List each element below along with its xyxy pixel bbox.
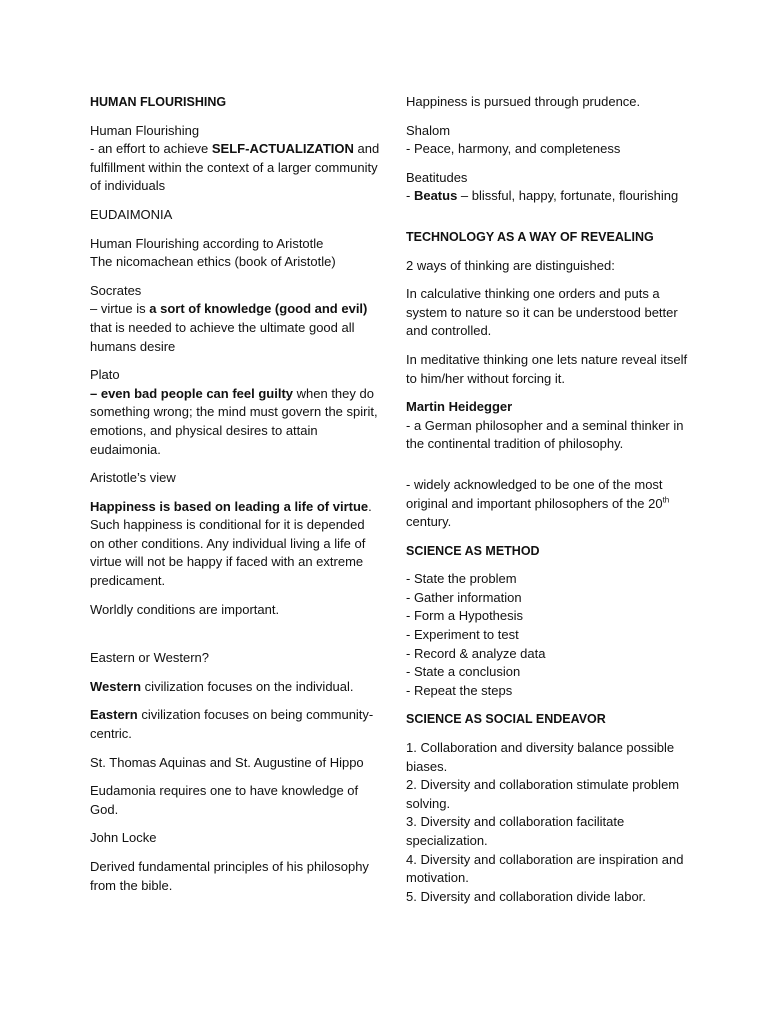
text-run: civilization focuses on being community-centric.: [90, 707, 374, 742]
list-item: - Form a Hypothesis: [406, 608, 524, 624]
list-item: - Experiment to test: [406, 627, 519, 643]
list-item: - Repeat the steps: [406, 682, 513, 698]
text-run: and fulfillment within the context of a larger community of individuals: [90, 141, 380, 194]
list-item: 4. Diversity and collaboration are inspiration and motivation.: [406, 851, 684, 886]
list-item: 3. Diversity and collaboration facilitate specialization.: [406, 814, 625, 848]
paragraph-prudence: Happiness is pursued through prudence.: [406, 94, 641, 109]
text-line: The nicomachean ethics (book of Aristotle): [90, 254, 336, 270]
social-endeavor-list: [406, 739, 698, 906]
list-item: - Record & analyze data: [406, 645, 546, 661]
term-plato: Plato: [90, 367, 120, 383]
text-run: -: [406, 188, 414, 204]
paragraph-beatitudes: [406, 169, 698, 206]
text-run: – blissful, happy, fortunate, flourishing: [457, 188, 679, 204]
term-shalom: Shalom: [406, 122, 451, 138]
paragraph-eastern: [90, 706, 382, 743]
text-run: civilization focuses on the individual.: [141, 678, 354, 694]
bold-run: a sort of knowledge (good and evil): [149, 301, 368, 317]
list-item: 1. Collaboration and diversity balance possible biases.: [406, 740, 675, 774]
paragraph-meditative: In meditative thinking one lets nature reveal itself to him/her without forcing it.: [406, 351, 688, 386]
paragraph-human-flourishing: [90, 122, 382, 196]
paragraph-western: [90, 678, 382, 697]
paragraph-shalom: [406, 122, 698, 159]
text-run: - a German philosopher and a seminal thinker in the continental tradition of philosophy.: [406, 417, 684, 452]
heading-science-method: SCIENCE AS METHOD: [406, 543, 540, 558]
right-column: [406, 93, 698, 916]
list-item: - State the problem: [406, 571, 517, 587]
bold-run: – even bad people can feel guilty: [90, 385, 294, 401]
bold-run: Western: [90, 678, 142, 694]
term-socrates: Socrates: [90, 282, 142, 298]
list-item: 5. Diversity and collaboration divide labor.: [406, 888, 646, 904]
term-martin-heidegger: Martin Heidegger: [406, 399, 513, 415]
paragraph-worldly: Worldly conditions are important.: [90, 601, 280, 617]
text-line: Human Flourishing according to Aristotle: [90, 235, 324, 251]
left-column: [90, 93, 382, 905]
text-run: century.: [406, 514, 452, 530]
paragraph-aristotle: [90, 235, 382, 272]
paragraph-happiness: [90, 498, 382, 591]
superscript: th: [662, 495, 670, 505]
list-item: - State a conclusion: [406, 664, 521, 680]
bold-run: SELF-ACTUALIZATION: [211, 141, 354, 157]
term-human-flourishing: Human Flourishing: [90, 122, 200, 138]
paragraph-plato: [90, 366, 382, 459]
paragraph-aquinas: St. Thomas Aquinas and St. Augustine of Hippo: [90, 754, 364, 770]
heading-human-flourishing: HUMAN FLOURISHING: [90, 95, 227, 109]
text-run: . Such happiness is conditional for it is depended on other conditions. Any individual living a life of virtue will not be happy if faced with an extreme predicament.: [90, 498, 372, 589]
paragraph-east-west: Eastern or Western?: [90, 650, 209, 666]
text-run: – virtue is: [90, 301, 150, 317]
bold-run: Beatus: [413, 188, 458, 204]
term-john-locke: John Locke: [90, 830, 157, 846]
text-run: that is needed to achieve the ultimate good all humans desire: [90, 319, 355, 354]
paragraph-locke: Derived fundamental principles of his philosophy from the bible.: [90, 859, 369, 893]
text-run: - an effort to achieve: [90, 141, 212, 157]
text-line: - Peace, harmony, and completeness: [406, 141, 621, 157]
paragraph-heidegger-2: [406, 476, 698, 532]
list-item: - Gather information: [406, 589, 522, 605]
term-aristotles-view: Aristotle’s view: [90, 470, 176, 486]
paragraph-two-ways: 2 ways of thinking are distinguished:: [406, 257, 615, 273]
paragraph-calculative: In calculative thinking one orders and puts a system to nature so it can be understood better and controlled.: [406, 286, 678, 339]
term-beatitudes: Beatitudes: [406, 169, 468, 185]
list-item: 2. Diversity and collaboration stimulate problem solving.: [406, 777, 680, 811]
paragraph-heidegger: [406, 398, 698, 454]
term-eudaimonia: EUDAIMONIA: [90, 206, 173, 222]
text-run: when they do something wrong; the mind must govern the spirit, emotions, and physical desires to attain eudaimonia.: [90, 385, 378, 457]
paragraph-eudamonia-god: Eudamonia requires one to have knowledge of God.: [90, 783, 359, 817]
bold-run: Happiness is based on leading a life of virtue: [90, 498, 369, 514]
method-steps-list: [406, 570, 698, 700]
bold-run: Eastern: [90, 707, 138, 723]
heading-science-social: SCIENCE AS SOCIAL ENDEAVOR: [406, 712, 606, 727]
heading-technology: TECHNOLOGY AS A WAY OF REVEALING: [406, 229, 654, 244]
text-run: - widely acknowledged to be one of the most original and important philosophers of the 20: [406, 476, 663, 511]
paragraph-socrates: [90, 282, 382, 356]
